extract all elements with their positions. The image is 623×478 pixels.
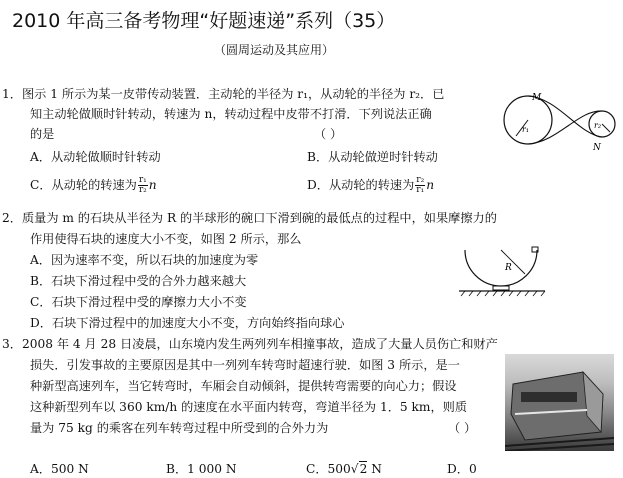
tilting-train-photo [505, 354, 614, 451]
label-r2: r₂ [594, 121, 602, 130]
q3-line-2: 损失．引发事故的主要原因是其中一列列车转弯时超速行驶．如图 3 所示，是一 [30, 358, 460, 372]
q1-option-d [307, 176, 434, 195]
q2-option-d: D．石块下滑过程中的加速度大小不变，方向始终指向球心 [30, 316, 345, 330]
q3-line-3: 种新型高速列车，当它转弯时，车厢会自动倾斜，提供转弯需要的向心力；假设 [30, 379, 457, 393]
q1-option-d-text: D．从动轮的转速为 [307, 178, 415, 192]
q1-option-c-denominator: r₂ [138, 185, 147, 195]
train-illustration [505, 354, 614, 451]
q3-answer-paren: （ ） [448, 421, 477, 435]
bowl-base [493, 286, 509, 290]
belt-lower [528, 111, 602, 144]
q2-option-c: C．石块下滑过程中受的摩擦力大小不变 [30, 295, 247, 309]
q3-option-c-radicand: 2 [359, 462, 368, 476]
train-windows [521, 392, 577, 402]
q1-option-d-denominator: r₁ [416, 185, 425, 195]
label-m: M [532, 93, 542, 103]
label-r: R [505, 263, 512, 273]
q1-option-d-numerator: r₂ [416, 175, 425, 185]
q1-option-c-numerator: r₁ [138, 175, 147, 185]
radius-r2-line [602, 124, 610, 132]
q1-answer-paren: （ ） [314, 127, 343, 141]
label-r1: r₁ [522, 125, 530, 134]
q2-line-2: 作用使得石块的速度大小不变，如图 2 所示，那么 [30, 232, 302, 246]
q1-option-c-n: n [148, 178, 157, 192]
q3-option-c-unit: N [367, 462, 382, 476]
q3-option-c-text: C．500 [306, 462, 351, 476]
q3-line-5: 量为 75 kg 的乘客在列车转弯过程中所受到的合外力为 [30, 421, 329, 435]
q1-option-c-text: C．从动轮的转速为 [30, 178, 137, 192]
page-subtitle: （圆周运动及其应用） [214, 43, 335, 57]
q3-option-b: B．1 000 N [166, 462, 237, 476]
q1-option-b: B．从动轮做逆时针转动 [307, 150, 438, 164]
q1-option-c-fraction [138, 176, 148, 195]
q1-line-3: 的是 [30, 127, 55, 141]
q1-option-c [30, 176, 157, 195]
q2-option-b: B．石块下滑过程中受的合外力越来越大 [30, 274, 247, 288]
q1-option-d-n: n [426, 178, 435, 192]
q1-line-2: 知主动轮做顺时针转动，转速为 n，转动过程中皮带不打滑．下列说法正确 [30, 107, 432, 121]
q2-option-a: A．因为速率不变，所以石块的加速度为零 [30, 253, 259, 267]
ground-hatching [461, 291, 545, 296]
q1-option-d-fraction [415, 176, 425, 195]
q3-option-c: C．500√2 N [306, 462, 382, 476]
q3-line-4: 这种新型列车以 360 km/h 的速度在水平面内转弯，弯道半径为 1．5 km，则质 [30, 400, 468, 414]
q3-option-a: A．500 N [30, 462, 89, 476]
q3-option-d: D．0 [447, 462, 477, 476]
belt-drive-figure [498, 88, 620, 154]
q1-option-a: A．从动轮做顺时针转动 [30, 150, 161, 164]
bowl-arc [465, 250, 537, 286]
q3-line-1: 3．2008 年 4 月 28 日凌晨，山东境内发生两列列车相撞事故，造成了大量人员伤亡和财产 [2, 337, 498, 351]
bowl-figure [455, 244, 547, 300]
page-title: 2010 年高三备考物理“好题速递”系列（35） [12, 10, 396, 32]
q2-line-1: 2．质量为 m 的石块从半径为 R 的半球形的碗口下滑到碗的最低点的过程中，如果摩擦力的 [2, 211, 497, 225]
label-n: N [593, 143, 601, 153]
q1-line-1: 1．图示 1 所示为某一皮带传动装置．主动轮的半径为 r₁，从动轮的半径为 r₂．已 [2, 87, 445, 101]
rail-tracks [505, 438, 614, 451]
